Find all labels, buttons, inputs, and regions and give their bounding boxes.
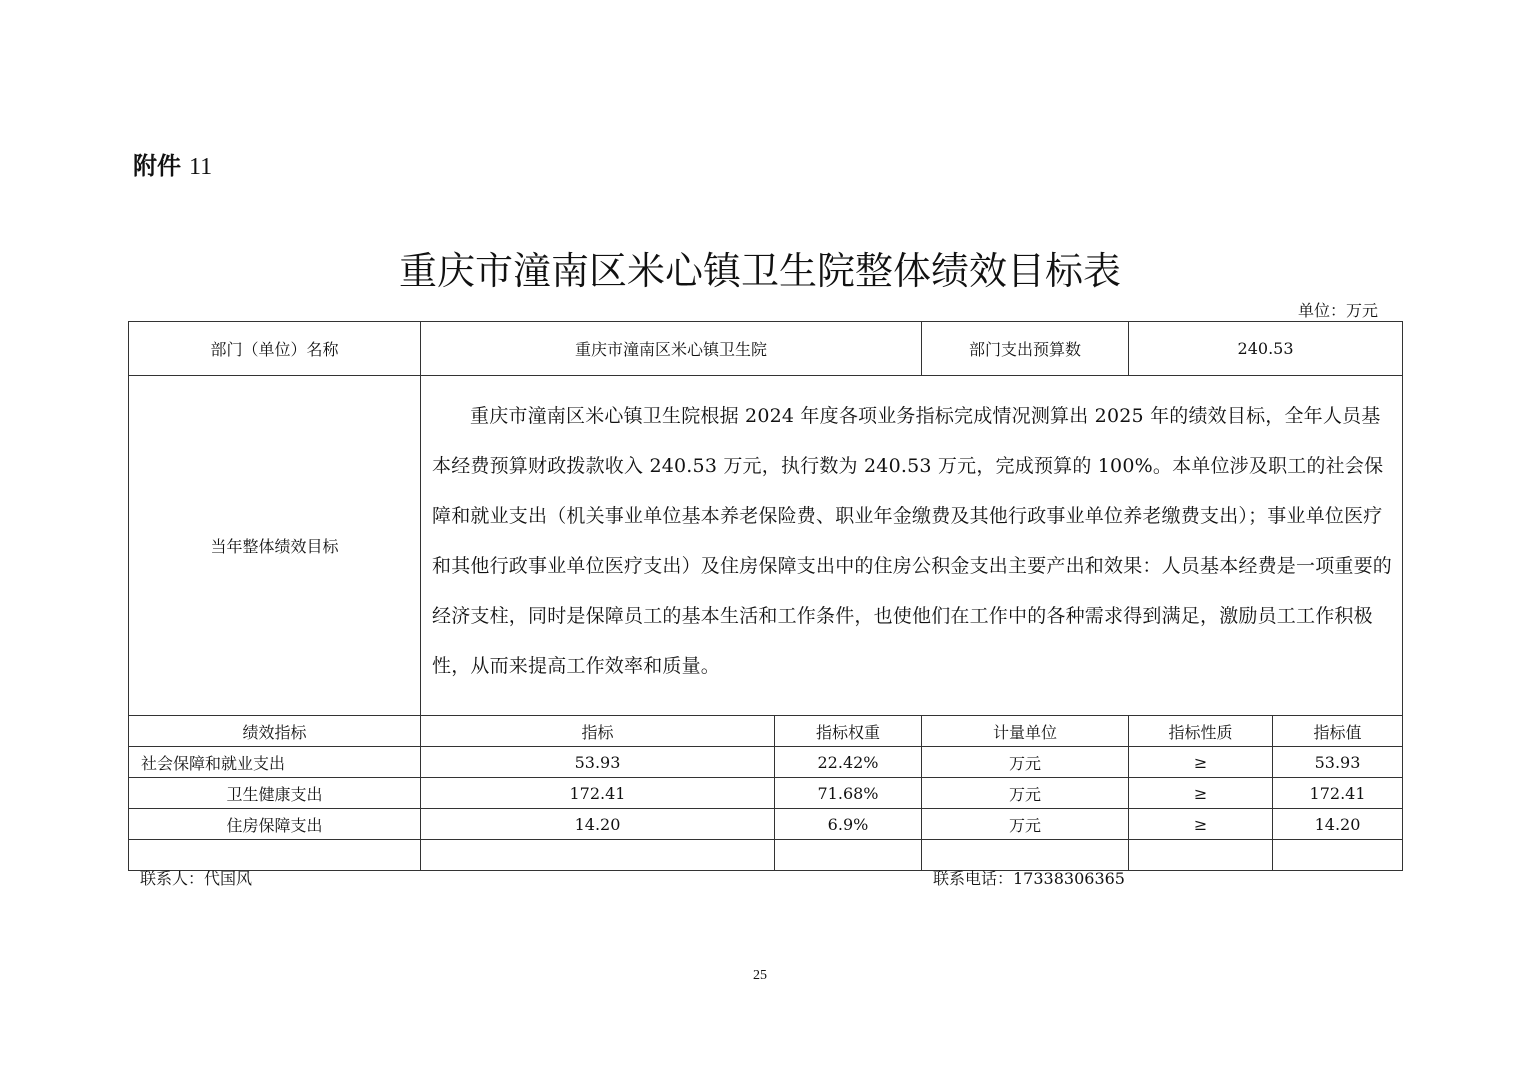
indicator-unit: 万元	[922, 809, 1129, 840]
dept-name-label: 部门（单位）名称	[129, 322, 421, 376]
indicator-weight: 22.42%	[775, 747, 922, 778]
dept-name-value: 重庆市潼南区米心镇卫生院	[421, 322, 922, 376]
table-row	[129, 778, 1403, 809]
budget-label: 部门支出预算数	[922, 322, 1129, 376]
budget-value: 240.53	[1129, 322, 1403, 376]
goal-row	[129, 376, 1403, 716]
indicator-name: 卫生健康支出	[129, 778, 421, 809]
page-title: 重庆市潼南区米心镇卫生院整体绩效目标表	[398, 249, 1121, 293]
indicator-value	[421, 840, 775, 871]
indicator-unit: 万元	[922, 747, 1129, 778]
indicator-target: 14.20	[1273, 809, 1403, 840]
attachment-number: 11	[189, 154, 213, 180]
indicator-target: 172.41	[1273, 778, 1403, 809]
indicator-nature: ≥	[1129, 747, 1273, 778]
indicator-target: 53.93	[1273, 747, 1403, 778]
indicator-value: 172.41	[421, 778, 775, 809]
col-header-indicator-category: 绩效指标	[129, 716, 421, 747]
col-header-nature: 指标性质	[1129, 716, 1273, 747]
unit-label: 单位：万元	[1298, 301, 1379, 320]
indicator-value: 14.20	[421, 809, 775, 840]
indicator-name: 住房保障支出	[129, 809, 421, 840]
contact-phone: 联系电话：17338306365	[933, 869, 1125, 888]
goal-text: 重庆市潼南区米心镇卫生院根据 2024 年度各项业务指标完成情况测算出 2025 年的绩效目标，全年人员基本经费预算财政拨款收入 240.53 万元，执行数为 240.53 万元，完成预算的 100%。本单位涉及职工的社会保障和就业支出（机关事业单位基本养老保险费、职业年金缴费及其他行政事业单位养老缴费支出）；事业单位医疗和其他行政事业单位医疗支出）及住房保障支出中的住房公积金支出主要产出和效果：人员基本经费是一项重要的经济支柱，同时是保障员工的基本生活和工作条件，也使他们在工作中的各种需求得到满足，激励员工工作积极性，从而来提高工作效率和质量。	[421, 376, 1403, 716]
page-number: 25	[753, 968, 767, 983]
attachment-text: 附件	[133, 152, 181, 180]
indicator-unit: 万元	[922, 778, 1129, 809]
indicator-weight: 71.68%	[775, 778, 922, 809]
indicator-nature	[1129, 840, 1273, 871]
indicator-value: 53.93	[421, 747, 775, 778]
performance-table	[128, 321, 1403, 871]
col-header-target: 指标值	[1273, 716, 1403, 747]
indicator-target	[1273, 840, 1403, 871]
table-row	[129, 747, 1403, 778]
attachment-label	[133, 146, 212, 181]
indicator-name: 社会保障和就业支出	[129, 747, 421, 778]
table-row	[129, 840, 1403, 871]
table-row	[129, 809, 1403, 840]
indicator-nature: ≥	[1129, 778, 1273, 809]
header-row	[129, 322, 1403, 376]
col-header-unit: 计量单位	[922, 716, 1129, 747]
col-header-indicator: 指标	[421, 716, 775, 747]
col-header-weight: 指标权重	[775, 716, 922, 747]
indicator-nature: ≥	[1129, 809, 1273, 840]
contact-person: 联系人：代国风	[140, 869, 253, 888]
goal-label: 当年整体绩效目标	[129, 376, 421, 716]
indicator-weight: 6.9%	[775, 809, 922, 840]
indicator-weight	[775, 840, 922, 871]
indicator-header-row	[129, 716, 1403, 747]
